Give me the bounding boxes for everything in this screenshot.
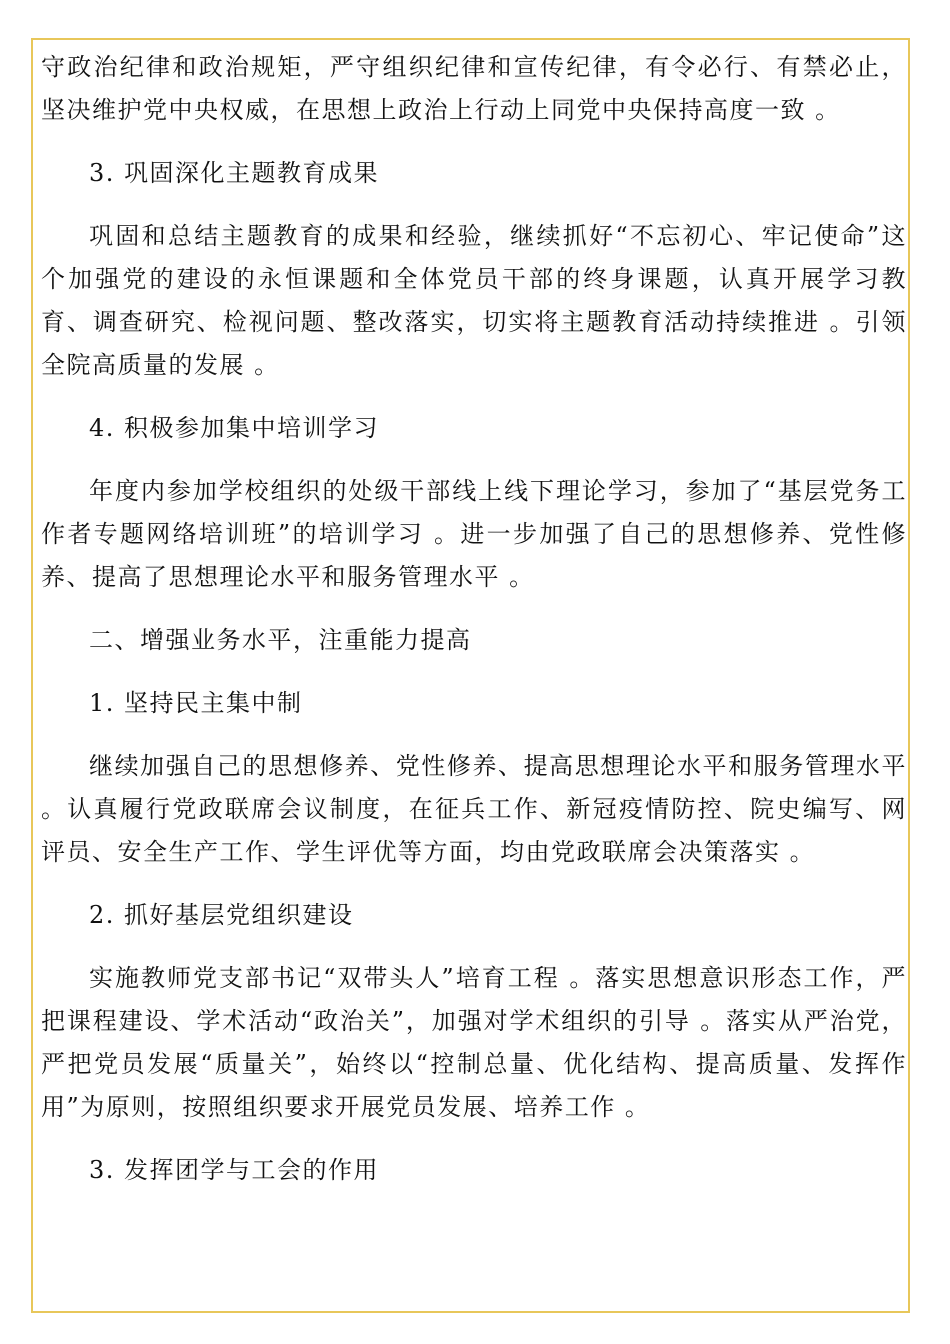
heading-democratic-centralism: 1. 坚持民主集中制 [89,689,303,717]
paragraph-political-discipline: 守政治纪律和政治规矩，严守组织纪律和宣传纪律，有令必行、有禁必止，坚决维护党中央权威，在思想上政治上行动上同党中央保持高度一致 。 [41,53,907,124]
heading-training: 4. 积极参加集中培训学习 [89,414,380,442]
document-body [41,46,907,1192]
heading-consolidate-education: 3. 巩固深化主题教育成果 [89,159,380,187]
paragraph-democratic-centralism: 继续加强自己的思想修养、党性修养、提高思想理论水平和服务管理水平 。认真履行党政联席会议制度，在征兵工作、新冠疫情防控、院史编写、网评员、安全生产工作、学生评优等方面，均由党政联席会决策落实 。 [41,752,907,866]
paragraph-training: 年度内参加学校组织的处级干部线上线下理论学习，参加了“基层党务工作者专题网络培训班”的培训学习 。进一步加强了自己的思想修养、党性修养、提高了思想理论水平和服务管理水平 。 [41,477,907,591]
section-heading-business-level: 二、增强业务水平，注重能力提高 [89,626,472,654]
heading-party-organization: 2. 抓好基层党组织建设 [89,901,354,929]
paragraph-party-organization: 实施教师党支部书记“双带头人”培育工程 。落实思想意识形态工作，严把课程建设、学术活动“政治关”，加强对学术组织的引导 。落实从严治党，严把党员发展“质量关”，始终以“控制总量、优化结构、提高质量、发挥作用”为原则，按照组织要求开展党员发展、培养工作 。 [41,964,907,1121]
heading-league-union: 3. 发挥团学与工会的作用 [89,1156,380,1184]
paragraph-consolidate-education: 巩固和总结主题教育的成果和经验，继续抓好“不忘初心、牢记使命”这个加强党的建设的永恒课题和全体党员干部的终身课题，认真开展学习教育、调查研究、检视问题、整改落实，切实将主题教育活动持续推进 。引领全院高质量的发展 。 [41,222,907,379]
